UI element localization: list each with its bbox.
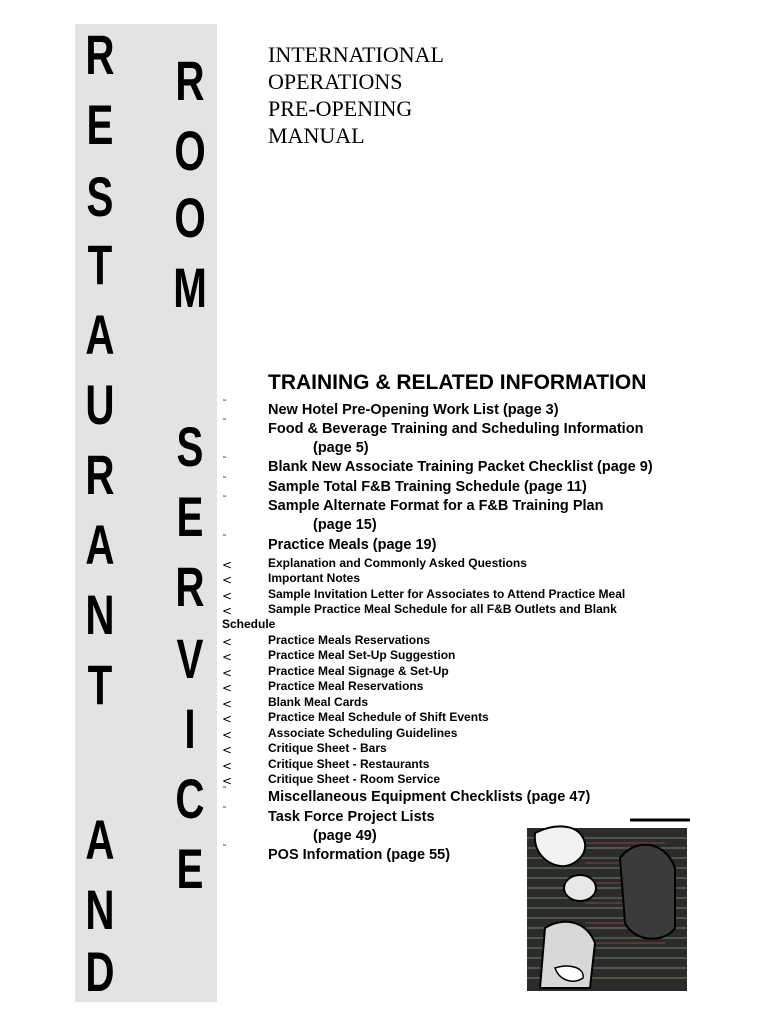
- toc-bullet: <: [222, 604, 233, 618]
- vertical-letter: A: [85, 303, 115, 366]
- toc-bullet: ˜: [222, 399, 227, 410]
- toc-text: Sample Alternate Format for a F&B Training Plan: [268, 498, 604, 514]
- toc-text: Blank New Associate Training Packet Checklist (page 9): [268, 459, 653, 475]
- toc-text: Practice Meals Reservations: [268, 633, 431, 647]
- manual-title-line: INTERNATIONAL: [268, 42, 444, 67]
- vertical-letter: O: [174, 119, 206, 182]
- vertical-letter: E: [176, 837, 204, 900]
- toc-bullet: <: [222, 759, 233, 773]
- toc-text: Practice Meal Signage & Set-Up: [268, 664, 449, 678]
- toc-bullet: <: [222, 774, 233, 788]
- toc-text: Blank Meal Cards: [268, 695, 369, 709]
- toc-text: (page 15): [313, 517, 377, 533]
- toc-text: Critique Sheet - Restaurants: [268, 757, 430, 771]
- vertical-letter: T: [87, 233, 113, 296]
- vertical-letter: R: [85, 23, 115, 86]
- toc-bullet: <: [222, 650, 233, 664]
- toc-text: Associate Scheduling Guidelines: [268, 726, 458, 740]
- toc-bullet: ˜: [222, 534, 227, 545]
- toc-bullet: ˜: [222, 418, 227, 429]
- toc-bullet: <: [222, 558, 233, 572]
- vertical-letter: N: [85, 878, 115, 941]
- toc-text: Critique Sheet - Bars: [268, 741, 387, 755]
- toc-text: POS Information (page 55): [268, 847, 451, 863]
- vertical-letter: E: [176, 485, 204, 548]
- toc-bullet: ˜: [222, 806, 227, 817]
- manual-title: [268, 41, 444, 149]
- sidebar-band: [75, 24, 217, 1002]
- vertical-letter: A: [85, 513, 115, 576]
- toc-text: Sample Invitation Letter for Associates to Attend Practice Meal: [268, 587, 626, 601]
- toc-text: Task Force Project Lists: [268, 809, 435, 825]
- vertical-letter: D: [85, 940, 115, 1003]
- toc-bullet: ˜: [222, 844, 227, 855]
- vertical-letter: R: [175, 555, 205, 618]
- toc-text: Practice Meal Schedule of Shift Events: [268, 710, 489, 724]
- vertical-letter: V: [176, 627, 204, 690]
- toc-text: Sample Practice Meal Schedule for all F&B Outlets and Blank: [268, 602, 617, 616]
- vertical-letter: R: [85, 443, 115, 506]
- vertical-letter: N: [85, 583, 115, 646]
- toc-text: Food & Beverage Training and Scheduling Information: [268, 421, 644, 437]
- toc-text: Important Notes: [268, 571, 361, 585]
- manual-title-line: MANUAL: [268, 123, 365, 148]
- toc-bullet: <: [222, 589, 233, 603]
- vertical-letter: A: [85, 808, 115, 871]
- toc-bullet: <: [222, 728, 233, 742]
- toc-text: Explanation and Commonly Asked Questions: [268, 556, 527, 570]
- toc-bullet: <: [222, 681, 233, 695]
- toc-bullet: <: [222, 573, 233, 587]
- toc-bullet: ˜: [222, 786, 227, 797]
- vertical-letter: U: [85, 373, 115, 436]
- toc-bullet: <: [222, 712, 233, 726]
- toc-bullet: ˜: [222, 476, 227, 487]
- section-heading: TRAINING & RELATED INFORMATION: [268, 371, 647, 394]
- chef-photo: [525, 818, 690, 993]
- vertical-letter: O: [174, 186, 206, 249]
- vertical-letter: C: [175, 767, 205, 830]
- vertical-letter: I: [184, 697, 196, 760]
- toc-text: (page 5): [313, 440, 369, 456]
- toc-text: Schedule: [222, 617, 276, 631]
- toc-bullet: <: [222, 697, 233, 711]
- toc-text: Critique Sheet - Room Service: [268, 772, 441, 786]
- vertical-letter: T: [87, 653, 113, 716]
- toc-text: Sample Total F&B Training Schedule (page 11): [268, 479, 587, 495]
- vertical-letter: S: [86, 165, 114, 228]
- manual-title-line: PRE-OPENING: [268, 96, 413, 121]
- toc-bullet: <: [222, 743, 233, 757]
- toc-bullet: <: [222, 635, 233, 649]
- vertical-letter: E: [86, 93, 114, 156]
- toc-bullet: ˜: [222, 456, 227, 467]
- toc-text: Practice Meal Set-Up Suggestion: [268, 648, 456, 662]
- vertical-letter: S: [176, 415, 204, 478]
- manual-title-line: OPERATIONS: [268, 69, 403, 94]
- toc-text: Practice Meal Reservations: [268, 679, 424, 693]
- toc-text: Miscellaneous Equipment Checklists (page 47): [268, 789, 591, 805]
- vertical-letter: R: [175, 49, 205, 112]
- toc-text: New Hotel Pre-Opening Work List (page 3): [268, 402, 559, 418]
- toc-bullet: <: [222, 666, 233, 680]
- toc-text: Practice Meals (page 19): [268, 537, 437, 553]
- toc-bullet: ˜: [222, 495, 227, 506]
- toc-text: (page 49): [313, 828, 377, 844]
- vertical-letter: M: [173, 256, 207, 319]
